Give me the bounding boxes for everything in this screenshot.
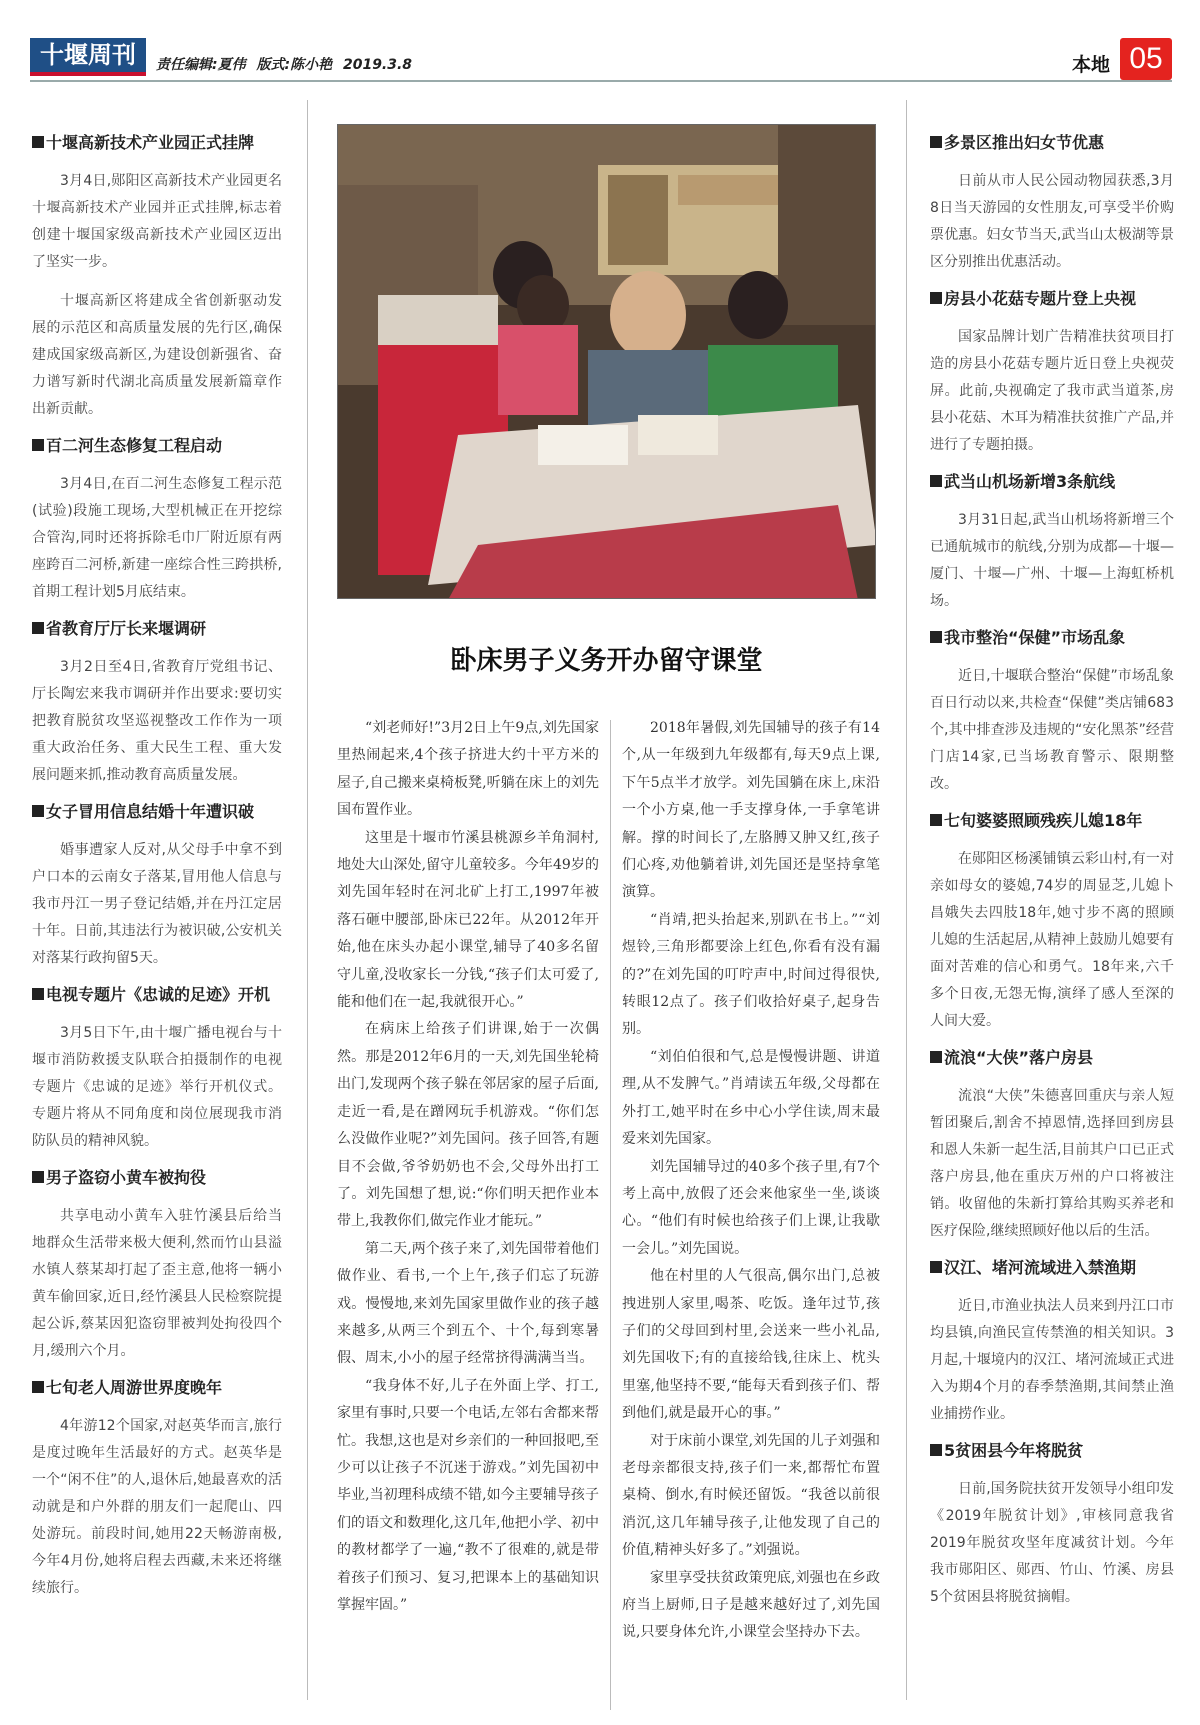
article-paragraph: “刘伯伯很和气,总是慢慢讲题、讲道理,从不发脾气。”肖靖读五年级,父母都在外打工,她平时在乡中心小学住读,周末最爱来刘先国家。	[622, 1048, 880, 1148]
news-title: 七旬婆婆照顾残疾儿媳18年	[944, 811, 1143, 830]
news-item	[930, 471, 1174, 615]
column-divider-left	[307, 100, 308, 1700]
news-body: 4年游12个国家,对赵英华而言,旅行是度过晚年生活最好的方式。赵英华是一个“闲不住”的人,退休后,她最喜欢的活动就是和户外群的朋友们一起爬山、四处游玩。前段时间,她用22天畅游南极,今年4月份,她将启程去西藏,未来还将继续旅行。	[32, 1418, 282, 1596]
news-body: 3月4日,在百二河生态修复工程示范(试验)段施工现场,大型机械正在开挖综合管沟,同时还将拆除毛巾厂附近原有两座跨百二河桥,新建一座综合性三跨拱桥,首期工程计划5月底结束。	[32, 476, 282, 600]
news-body: 日前从市人民公园动物园获悉,3月8日当天游园的女性朋友,可享受半价购票优惠。妇女节当天,武当山太极湖等景区分别推出优惠活动。	[930, 173, 1174, 270]
news-title: 七旬老人周游世界度晚年	[46, 1378, 223, 1397]
article-divider	[610, 720, 611, 1710]
news-body: 共享电动小黄车入驻竹溪县后给当地群众生活带来极大便利,然而竹山县溢水镇人蔡某却打起了歪主意,他将一辆小黄车偷回家,近日,经竹溪县人民检察院提起公诉,蔡某因犯盗窃罪被判处拘役四个月,缓刑六个月。	[32, 1208, 282, 1359]
bullet-square	[930, 631, 942, 643]
news-body: 近日,十堰联合整治“保健”市场乱象百日行动以来,共检查“保健”类店铺683个,其中排查涉及违规的“安化黑茶”经营门店14家,已当场教育警示、限期整改。	[930, 668, 1174, 792]
bullet-square	[930, 1051, 942, 1063]
news-body: 3月4日,郧阳区高新技术产业园更名十堰高新技术产业园并正式挂牌,标志着创建十堰国家级高新技术产业园区迈出了坚实一步。	[32, 173, 282, 270]
news-title: 武当山机场新增3条航线	[944, 472, 1116, 491]
bullet-square	[930, 1261, 942, 1273]
news-title: 5贫困县今年将脱贫	[944, 1441, 1084, 1460]
article-paragraph: “肖靖,把头抬起来,别趴在书上。”“刘煜铃,三角形都要涂上红色,你看有没有漏的?”在刘先国的叮咛声中,时间过得很快,转眼12点了。孩子们收拾好桌子,起身告别。	[622, 911, 880, 1038]
news-body: 在郧阳区杨溪铺镇云彩山村,有一对亲如母女的婆媳,74岁的周显芝,儿媳卜昌娥失去四肢18年,她寸步不离的照顾儿媳的生活起居,从精神上鼓励儿媳要有面对苦难的信心和勇气。18年来,六千多个日夜,无怨无悔,演绎了感人至深的人间大爱。	[930, 851, 1174, 1029]
bullet-square	[32, 622, 44, 634]
news-item	[32, 618, 282, 789]
article-column-2	[622, 715, 880, 1647]
bullet-square	[930, 1444, 942, 1456]
bullet-square	[32, 1171, 44, 1183]
news-title: 电视专题片《忠诚的足迹》开机	[46, 985, 271, 1004]
bullet-square	[930, 292, 942, 304]
masthead-stripe	[30, 72, 146, 76]
article-paragraph: “我身体不好,儿子在外面上学、打工,家里有事时,只要一个电话,左邻右舍都来帮忙。我想,这也是对乡亲们的一种回报吧,至少可以让孩子不沉迷于游戏。”刘先国初中毕业,当初理科成绩不错,如今主要辅导孩子们的语文和数理化,这几年,他把小学、初中的教材都学了一遍,“教不了很难的,就是带着孩子们预习、复习,把课本上的基础知识掌握牢固。”	[337, 1377, 599, 1613]
header-rule	[30, 80, 1172, 82]
column-divider-right	[906, 100, 907, 1700]
news-item	[32, 132, 282, 423]
issue-date: 2019.3.8	[342, 57, 413, 73]
news-item	[930, 627, 1174, 798]
credits	[156, 54, 418, 74]
news-item	[930, 1047, 1174, 1245]
news-title: 多景区推出妇女节优惠	[944, 133, 1105, 152]
news-body: 3月31日起,武当山机场将新增三个已通航城市的航线,分别为成都—十堰—厦门、十堰—广州、十堰—上海虹桥机场。	[930, 512, 1174, 609]
news-item	[930, 132, 1174, 276]
article-paragraph: 刘先国辅导过的40多个孩子里,有7个考上高中,放假了还会来他家坐一坐,谈谈心。“他们有时候也给孩子们上课,让我歇一会儿。”刘先国说。	[622, 1158, 880, 1257]
page-number: 05	[1120, 38, 1172, 80]
layout-credit: 版式:陈小艳	[256, 57, 333, 73]
news-item	[930, 1440, 1174, 1611]
news-title: 房县小花菇专题片登上央视	[944, 289, 1137, 308]
news-item	[32, 801, 282, 972]
masthead-logo: 十堰周刊	[30, 38, 146, 72]
news-title: 流浪“大侠”落户房县	[944, 1048, 1094, 1067]
editor-credit: 责任编辑:夏伟	[156, 57, 246, 73]
article-paragraph: 第二天,两个孩子来了,刘先国带着他们做作业、看书,一个上午,孩子们忘了玩游戏。慢慢地,来刘先国家里做作业的孩子越来越多,从两三个到五个、十个,每到寒暑假、周末,小小的屋子经常挤得满满当当。	[337, 1240, 599, 1367]
section-name: 本地	[1071, 54, 1110, 76]
article-paragraph: “刘老师好!”3月2日上午9点,刘先国家里热闹起来,4个孩子挤进大约十平方米的屋子,自己搬来桌椅板凳,听躺在床上的刘先国布置作业。	[337, 720, 599, 819]
bullet-square	[32, 439, 44, 451]
page-header	[30, 38, 1172, 80]
news-body: 国家品牌计划广告精准扶贫项目打造的房县小花菇专题片近日登上央视荧屏。此前,央视确定了我市武当道茶,房县小花菇、木耳为精准扶贫推广产品,并进行了专题拍摄。	[930, 329, 1174, 453]
bullet-square	[32, 1381, 44, 1393]
news-title: 十堰高新技术产业园正式挂牌	[46, 133, 255, 152]
news-item	[32, 984, 282, 1155]
article-paragraph: 他在村里的人气很高,偶尔出门,总被拽进别人家里,喝茶、吃饭。逢年过节,孩子们的父母回到村里,会送来一些小礼品,刘先国收下;有的直接给钱,往床上、枕头里塞,他坚持不要,“能每天看到孩子们、帮到他们,就是最开心的事。”	[622, 1268, 880, 1422]
article-paragraph: 在病床上给孩子们讲课,始于一次偶然。那是2012年6月的一天,刘先国坐轮椅出门,发现两个孩子躲在邻居家的屋子后面,走近一看,是在蹭网玩手机游戏。“你们怎么没做作业呢?”刘先国问。孩子回答,有题目不会做,爷爷奶奶也不会,父母外出打工了。刘先国想了想,说:“你们明天把作业本带上,我教你们,做完作业才能玩。”	[337, 1021, 599, 1230]
news-title: 男子盗窃小黄车被拘役	[46, 1168, 207, 1187]
bullet-square	[930, 136, 942, 148]
article-headline: 卧床男子义务开办留守课堂	[450, 646, 763, 676]
news-title: 百二河生态修复工程启动	[46, 436, 223, 455]
article-paragraph: 对于床前小课堂,刘先国的儿子刘强和老母亲都很支持,孩子们一来,都帮忙布置桌椅、倒水,有时候还留饭。“我爸以前很消沉,这几年辅导孩子,让他发现了自己的价值,精神头好多了。”刘强说。	[622, 1432, 880, 1559]
news-title: 汉江、堵河流域进入禁渔期	[944, 1258, 1137, 1277]
article-column-1	[337, 715, 599, 1619]
right-news-column	[930, 132, 1174, 1623]
bullet-square	[32, 988, 44, 1000]
bullet-square	[930, 814, 942, 826]
news-body: 流浪“大侠”朱德喜回重庆与亲人短暂团聚后,割舍不掉恩情,选择回到房县和恩人朱新一起生活,目前其户口已正式落户房县,他在重庆万州的户口将被注销。收留他的朱新打算给其购买养老和医疗保险,继续照顾好他以后的生活。	[930, 1088, 1174, 1239]
article-paragraph: 这里是十堰市竹溪县桃源乡羊角洞村,地处大山深处,留守儿童较多。今年49岁的刘先国年轻时在河北矿上打工,1997年被落石砸中腰部,卧床已22年。从2012年开始,他在床头办起小课堂,辅导了40多名留守儿童,没收家长一分钱,“孩子们太可爱了,能和他们在一起,我就很开心。”	[337, 829, 599, 1011]
news-title: 我市整治“保健”市场乱象	[944, 628, 1126, 647]
left-news-column	[32, 132, 282, 1614]
news-body: 3月5日下午,由十堰广播电视台与十堰市消防救援支队联合拍摄制作的电视专题片《忠诚的足迹》举行开机仪式。专题片将从不同角度和岗位展现我市消防队员的精神风貌。	[32, 1025, 282, 1149]
article-photo	[337, 124, 876, 599]
bullet-square	[930, 475, 942, 487]
news-item	[32, 435, 282, 606]
bullet-square	[32, 805, 44, 817]
news-item	[32, 1377, 282, 1602]
news-title: 省教育厅厅长来堰调研	[46, 619, 207, 638]
news-body: 日前,国务院扶贫开发领导小组印发《2019年脱贫计划》,审核同意我省2019年脱贫攻坚年度减贫计划。今年我市郧阳区、郧西、竹山、竹溪、房县5个贫困县将脱贫摘帽。	[930, 1481, 1174, 1605]
news-body: 近日,市渔业执法人员来到丹江口市均县镇,向渔民宣传禁渔的相关知识。3月起,十堰境内的汉江、堵河流域正式进入为期4个月的春季禁渔期,其间禁止渔业捕捞作业。	[930, 1298, 1174, 1422]
news-item	[930, 810, 1174, 1035]
article-paragraph: 家里享受扶贫政策兜底,刘强也在乡政府当上厨师,日子是越来越好过了,刘先国说,只要身体允许,小课堂会坚持办下去。	[622, 1569, 880, 1641]
classroom-photo-illustration	[338, 125, 876, 599]
news-item	[930, 288, 1174, 459]
news-item	[930, 1257, 1174, 1428]
news-item	[32, 1167, 282, 1365]
news-body: 婚事遭家人反对,从父母手中拿不到户口本的云南女子落某,冒用他人信息与我市丹江一男子登记结婚,并在丹江定居十年。日前,其违法行为被识破,公安机关对落某行政拘留5天。	[32, 842, 282, 966]
article-paragraph: 2018年暑假,刘先国辅导的孩子有14个,从一年级到九年级都有,每天9点上课,下午5点半才放学。刘先国躺在床上,床沿一个小方桌,他一手支撑身体,一手拿笔讲解。撑的时间长了,左胳膊又肿又红,孩子们心疼,劝他躺着讲,刘先国还是坚持拿笔演算。	[622, 720, 880, 901]
bullet-square	[32, 136, 44, 148]
news-body: 十堰高新区将建成全省创新驱动发展的示范区和高质量发展的先行区,确保建成国家级高新区,为建设创新强省、奋力谱写新时代湖北高质量发展新篇章作出新贡献。	[32, 293, 282, 417]
news-title: 女子冒用信息结婚十年遭识破	[46, 802, 255, 821]
news-body: 3月2日至4日,省教育厅党组书记、厅长陶宏来我市调研并作出要求:要切实把教育脱贫攻坚巡视整改工作作为一项重大政治任务、重大民生工程、重大发展问题来抓,推动教育高质量发展。	[32, 659, 282, 783]
